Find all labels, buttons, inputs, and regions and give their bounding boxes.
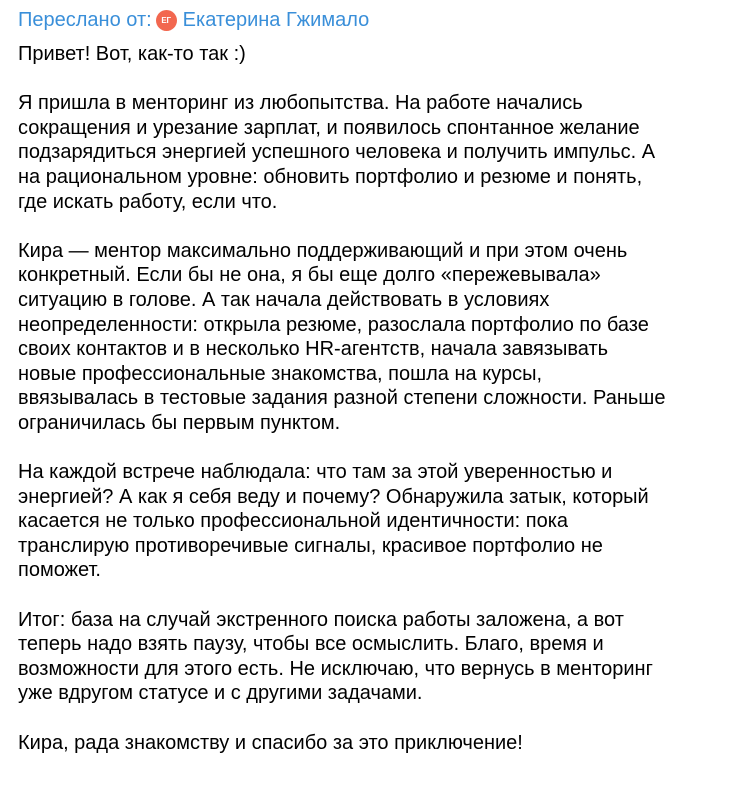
message-paragraph-thanks: Кира, рада знакомству и спасибо за это приключение!: [18, 731, 523, 754]
message-paragraph-mentor: Кира — ментор максимально поддерживающий и при этом очень конкретный. Если бы не она, я бы еще долго «пережевывала» ситуацию в голове. А так начала действовать в условиях неопределенности: открыла резюме, разослала портфолио по базе своих контактов и в несколько HR-агентств, начала завязывать новые профессиональные знакомства, пошла на курсы, ввязывалась в тестовые задания разной степени сложности. Раньше ограничилась бы первым пунктом.: [18, 239, 666, 434]
sender-avatar[interactable]: ЕГ: [156, 10, 177, 31]
message-paragraph-greeting: Привет! Вот, как-то так :): [18, 43, 246, 65]
sender-name-link[interactable]: Екатерина Гжимало: [182, 8, 370, 31]
message-paragraph-motivation: Я пришла в менторинг из любопытства. На работе начались сокращения и урезание зарплат, и появилось спонтанное желание подзарядиться энергией успешного человека и получить импульс. А на рациональном уровне: обновить портфолио и резюме и понять, где искать работу, если что.: [18, 92, 656, 213]
message-text: [18, 42, 734, 755]
forward-label: Переслано от:: [18, 8, 152, 31]
forward-header: [18, 4, 734, 36]
message-paragraph-summary: Итог: база на случай экстренного поиска работы заложена, а вот теперь надо взять паузу, чтобы все осмыслить. Благо, время и возможности для этого есть. Не исключаю, что вернусь в менторинг уже вдругом статусе и с другими задачами.: [18, 608, 653, 705]
message-paragraph-meetings: На каждой встрече наблюдала: что там за этой уверенностью и энергией? А как я себя веду и почему? Обнаружила затык, который касается не только профессиональной идентичности: пока транслирую противоречивые сигналы, красивое портфолио не поможет.: [18, 461, 649, 582]
